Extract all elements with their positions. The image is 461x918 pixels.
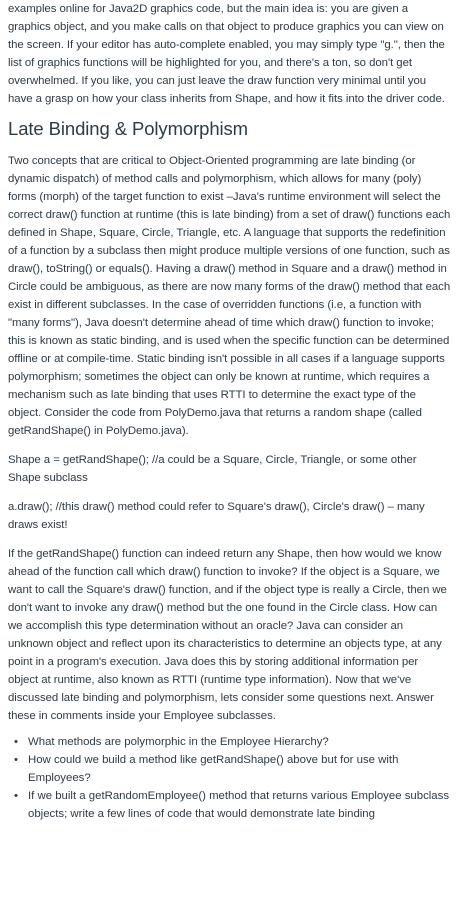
list-item [14,787,451,823]
question-text: How could we build a method like getRandShape() above but for use with Employees? [28,754,399,784]
bullet-icon: • [14,790,18,802]
bullet-icon: • [14,736,18,748]
code-example-line-1: Shape a = getRandShape(); //a could be a Square, Circle, Triangle, or some other Shape subclass [8,454,417,484]
list-item [14,751,451,787]
section-heading: Late Binding & Polymorphism [8,118,248,139]
concepts-paragraph: Two concepts that are critical to Object-Oriented programming are late binding (or dynamic dispatch) of method calls and polymorphism, which allows for many (poly) forms (morph) of the target function to exist –Java's runtime environment will select the correct draw() function at runtime (this is late binding) from a set of draw() functions each defined in Shape, Square, Circle, Triangle, etc. A language that supports the redefinition of a function by a subclass then might produce multiple versions of one function, such as draw(), toString() or equals(). Having a draw() method in Square and a draw() method in Circle could be ambiguous, as there are now many forms of the draw() method that each exist in different subclasses. In the case of overridden functions (i.e, a function with "many forms"), Java doesn't determine ahead of time which draw() function to invoke; this is known as static binding, and is used when the specific function can be determined offline or at compile-time. Static binding isn't possible in all cases if a language supports polymorphism; sometimes the object can only be known at runtime, which requires a mechanism such as late binding that uses RTTI to determine the exact type of the object. Consider the code from PolyDemo.java that returns a random shape (called getRandShape() in PolyDemo.java). [8,155,451,437]
questions-list [8,733,451,823]
bullet-icon: • [14,754,18,766]
intro-paragraph: examples online for Java2D graphics code, but the main idea is: you are given a graphics object, and you make calls on that object to produce graphics you can view on the screen. If your editor has auto-complete enabled, you may simply type "g.", then the list of graphics functions will be highlighted for you, and there's a ton, so don't get overwhelmed. If you like, you can just leave the draw function very minimal until you have a grasp on how your class inherits from Shape, and how it fits into the driver code. [8,3,445,105]
code-example-line-2: a.draw(); //this draw() method could refer to Square's draw(), Circle's draw() – many draws exist! [8,501,425,531]
question-paragraph: If the getRandShape() function can indeed return any Shape, then how would we know ahead of the function call which draw() function to invoke? If the object is a Square, we want to call the Square's draw() function, and if the object type is really a Circle, then we don't want to invoke any draw() method but the one found in the Circle class. How can we accomplish this type determination without an oracle? Java can consider an unknown object and reflect upon its characteristics to determine an objects type, at any point in a program's execution. Java does this by storing additional information per object at runtime, also known as RTTI (runtime type information). Now that we've discussed late binding and polymorphism, lets consider some questions next. Answer these in comments inside your Employee subclasses. [8,548,447,722]
question-text: What methods are polymorphic in the Employee Hierarchy? [28,736,329,748]
list-item [14,733,451,751]
question-text: If we built a getRandomEmployee() method that returns various Employee subclass objects; write a few lines of code that would demonstrate late binding [28,790,450,820]
